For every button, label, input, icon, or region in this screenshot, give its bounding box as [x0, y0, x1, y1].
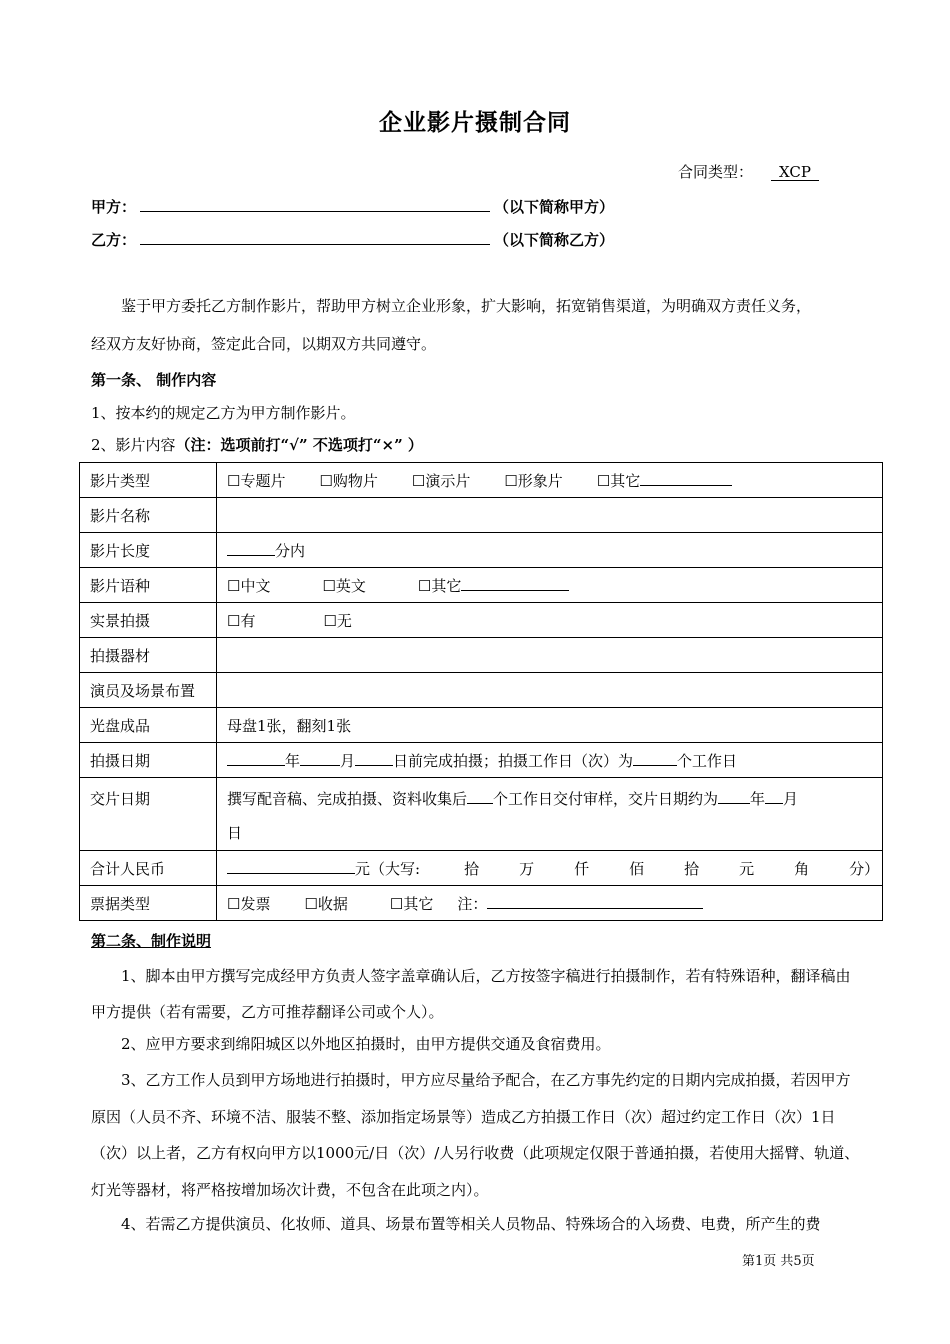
delivery-month-blank[interactable]	[765, 790, 783, 804]
article-2-title: 第二条、制作说明	[91, 932, 212, 950]
delivery-date-field	[217, 778, 883, 851]
table-row	[80, 743, 883, 778]
article-2-para-2: 2、应甲方要求到绵阳城区以外地区拍摄时，由甲方提供交通及食宿费用。	[121, 1035, 611, 1053]
table-row	[80, 886, 883, 921]
other-lang-blank[interactable]	[461, 577, 569, 591]
label-delivery-date: 交片日期	[80, 778, 217, 851]
label-receipt-type: 票据类型	[80, 886, 217, 921]
table-row	[80, 638, 883, 673]
article-1-title: 第一条、 制作内容	[91, 371, 217, 389]
length-blank[interactable]	[227, 542, 275, 556]
preamble-line-2: 经双方友好协商，签定此合同，以期双方共同遵守。	[91, 335, 437, 353]
option-receipt[interactable]: ☐收据	[304, 894, 348, 913]
delivery-year-blank[interactable]	[718, 790, 750, 804]
party-b-blank[interactable]	[140, 230, 490, 245]
article-1-item-2	[91, 426, 863, 464]
table-row	[80, 673, 883, 708]
delivery-text-b: 个工作日交付审样，交片日期约为	[493, 790, 719, 808]
article-2-para-4: 4、若需乙方提供演员、化妆师、道具、场景布置等相关人员物品、特殊场合的入场费、电费，所产生的费	[121, 1215, 821, 1233]
document-title: 企业影片摄制合同	[379, 109, 571, 136]
disc-product-value: 母盘1张，翻刻1张	[217, 708, 883, 743]
option-other-receipt[interactable]: ☐其它	[389, 894, 434, 913]
table-row	[80, 498, 883, 533]
table-row	[80, 568, 883, 603]
receipt-options	[217, 886, 883, 921]
delivery-year-label: 年	[750, 790, 766, 808]
option-invoice[interactable]: ☐发票	[227, 894, 271, 913]
item-2-prefix: 2、影片内容	[91, 436, 176, 454]
length-unit: 分内	[275, 541, 306, 560]
workdays-blank[interactable]	[633, 752, 677, 766]
equipment-field[interactable]	[217, 638, 883, 673]
option-image[interactable]: ☐形象片	[504, 471, 563, 490]
location-options	[217, 603, 883, 638]
other-blank[interactable]	[640, 472, 732, 486]
contract-type	[678, 161, 819, 182]
label-film-length: 影片长度	[80, 533, 217, 568]
table-row	[80, 851, 883, 886]
unit-qian: 仟	[574, 859, 590, 878]
contract-type-label: 合同类型：	[678, 163, 754, 181]
label-shoot-date: 拍摄日期	[80, 743, 217, 778]
total-rmb-field	[217, 851, 883, 886]
amount-blank[interactable]	[227, 860, 355, 874]
unit-jiao: 角	[794, 859, 810, 878]
option-other-lang[interactable]: ☐其它	[417, 576, 462, 595]
party-a-label: 甲方：	[91, 198, 137, 216]
party-b-line	[91, 229, 614, 250]
option-no[interactable]: ☐无	[323, 611, 352, 630]
year-label: 年	[285, 751, 301, 770]
option-yes[interactable]: ☐有	[227, 611, 256, 630]
workdays-label: 个工作日	[677, 751, 738, 770]
shoot-date-field	[217, 743, 883, 778]
contract-type-value: XCP	[771, 164, 819, 181]
delivery-days-blank[interactable]	[467, 790, 493, 804]
label-film-type: 影片类型	[80, 463, 217, 498]
unit-yuan: 元	[739, 859, 755, 878]
amount-yuan: 元（大写:	[355, 859, 421, 878]
table-row	[80, 463, 883, 498]
delivery-day-label: 日	[227, 824, 243, 842]
delivery-month-label: 月	[783, 790, 799, 808]
actors-scene-field[interactable]	[217, 673, 883, 708]
film-name-field[interactable]	[217, 498, 883, 533]
option-shopping[interactable]: ☐购物片	[319, 471, 378, 490]
receipt-note-label: 注：	[457, 894, 488, 913]
unit-shi-2: 拾	[684, 859, 700, 878]
label-location-shoot: 实景拍摄	[80, 603, 217, 638]
shoot-date-mid: 日前完成拍摄；拍摄工作日（次）为	[393, 751, 634, 770]
article-2-para-1: 1、脚本由甲方撰写完成经甲方负责人签字盖章确认后，乙方按签字稿进行拍摄制作，若有特殊语种，翻译稿由甲方提供（若有需要，乙方可推荐翻译公司或个人）。	[91, 967, 851, 1021]
film-length-field	[217, 533, 883, 568]
option-demo[interactable]: ☐演示片	[411, 471, 471, 490]
preamble	[91, 287, 866, 325]
day-blank[interactable]	[355, 752, 393, 766]
unit-fen: 分）	[849, 859, 880, 878]
label-film-name: 影片名称	[80, 498, 217, 533]
film-type-options	[217, 463, 883, 498]
item-2-note: （注：选项前打“√” 不选项打“×” ）	[175, 436, 423, 454]
receipt-note-blank[interactable]	[487, 895, 703, 909]
unit-wan: 万	[519, 859, 535, 878]
unit-shi: 拾	[464, 859, 480, 878]
year-blank[interactable]	[227, 752, 285, 766]
page-footer: 第1页 共5页	[742, 1254, 815, 1269]
film-spec-table	[79, 462, 883, 921]
label-language: 影片语种	[80, 568, 217, 603]
month-blank[interactable]	[300, 752, 340, 766]
table-row	[80, 778, 883, 851]
language-options	[217, 568, 883, 603]
party-a-line	[91, 196, 614, 217]
option-english[interactable]: ☐英文	[322, 576, 366, 595]
party-a-blank[interactable]	[140, 197, 490, 212]
label-total-rmb: 合计人民币	[80, 851, 217, 886]
option-special[interactable]: ☐专题片	[227, 471, 286, 490]
label-actors-scene: 演员及场景布置	[80, 673, 217, 708]
option-chinese[interactable]: ☐中文	[227, 576, 271, 595]
unit-bai: 佰	[629, 859, 645, 878]
party-b-suffix: （以下简称乙方）	[494, 231, 615, 249]
article-2-para-3: 3、乙方工作人员到甲方场地进行拍摄时，甲方应尽量给予配合，在乙方事先约定的日期内完成拍摄，若因甲方原因（人员不齐、环境不洁、服装不整、添加指定场景等）造成乙方拍摄工作日（次）超过约定工作日（次）1日（次）以上者，乙方有权向甲方以1000元/日（次）/人另行收费（此项规定仅限于普通拍摄，若使用大摇臂、轨道、灯光等器材，将严格按增加场次计费，不包含在此项之内）。	[91, 1071, 860, 1199]
label-disc-product: 光盘成品	[80, 708, 217, 743]
preamble-line-1: 鉴于甲方委托乙方制作影片，帮助甲方树立企业形象，扩大影响，拓宽销售渠道，为明确双方责任义务，	[121, 297, 812, 315]
party-a-suffix: （以下简称甲方）	[494, 198, 615, 216]
table-row	[80, 603, 883, 638]
option-other[interactable]: ☐其它	[596, 471, 641, 490]
article-1-item-1: 1、按本约的规定乙方为甲方制作影片。	[91, 404, 356, 422]
table-row	[80, 533, 883, 568]
label-equipment: 拍摄器材	[80, 638, 217, 673]
month-label: 月	[340, 751, 356, 770]
party-b-label: 乙方：	[91, 231, 137, 249]
delivery-text-a: 撰写配音稿、完成拍摄、资料收集后	[227, 790, 468, 808]
table-row	[80, 708, 883, 743]
